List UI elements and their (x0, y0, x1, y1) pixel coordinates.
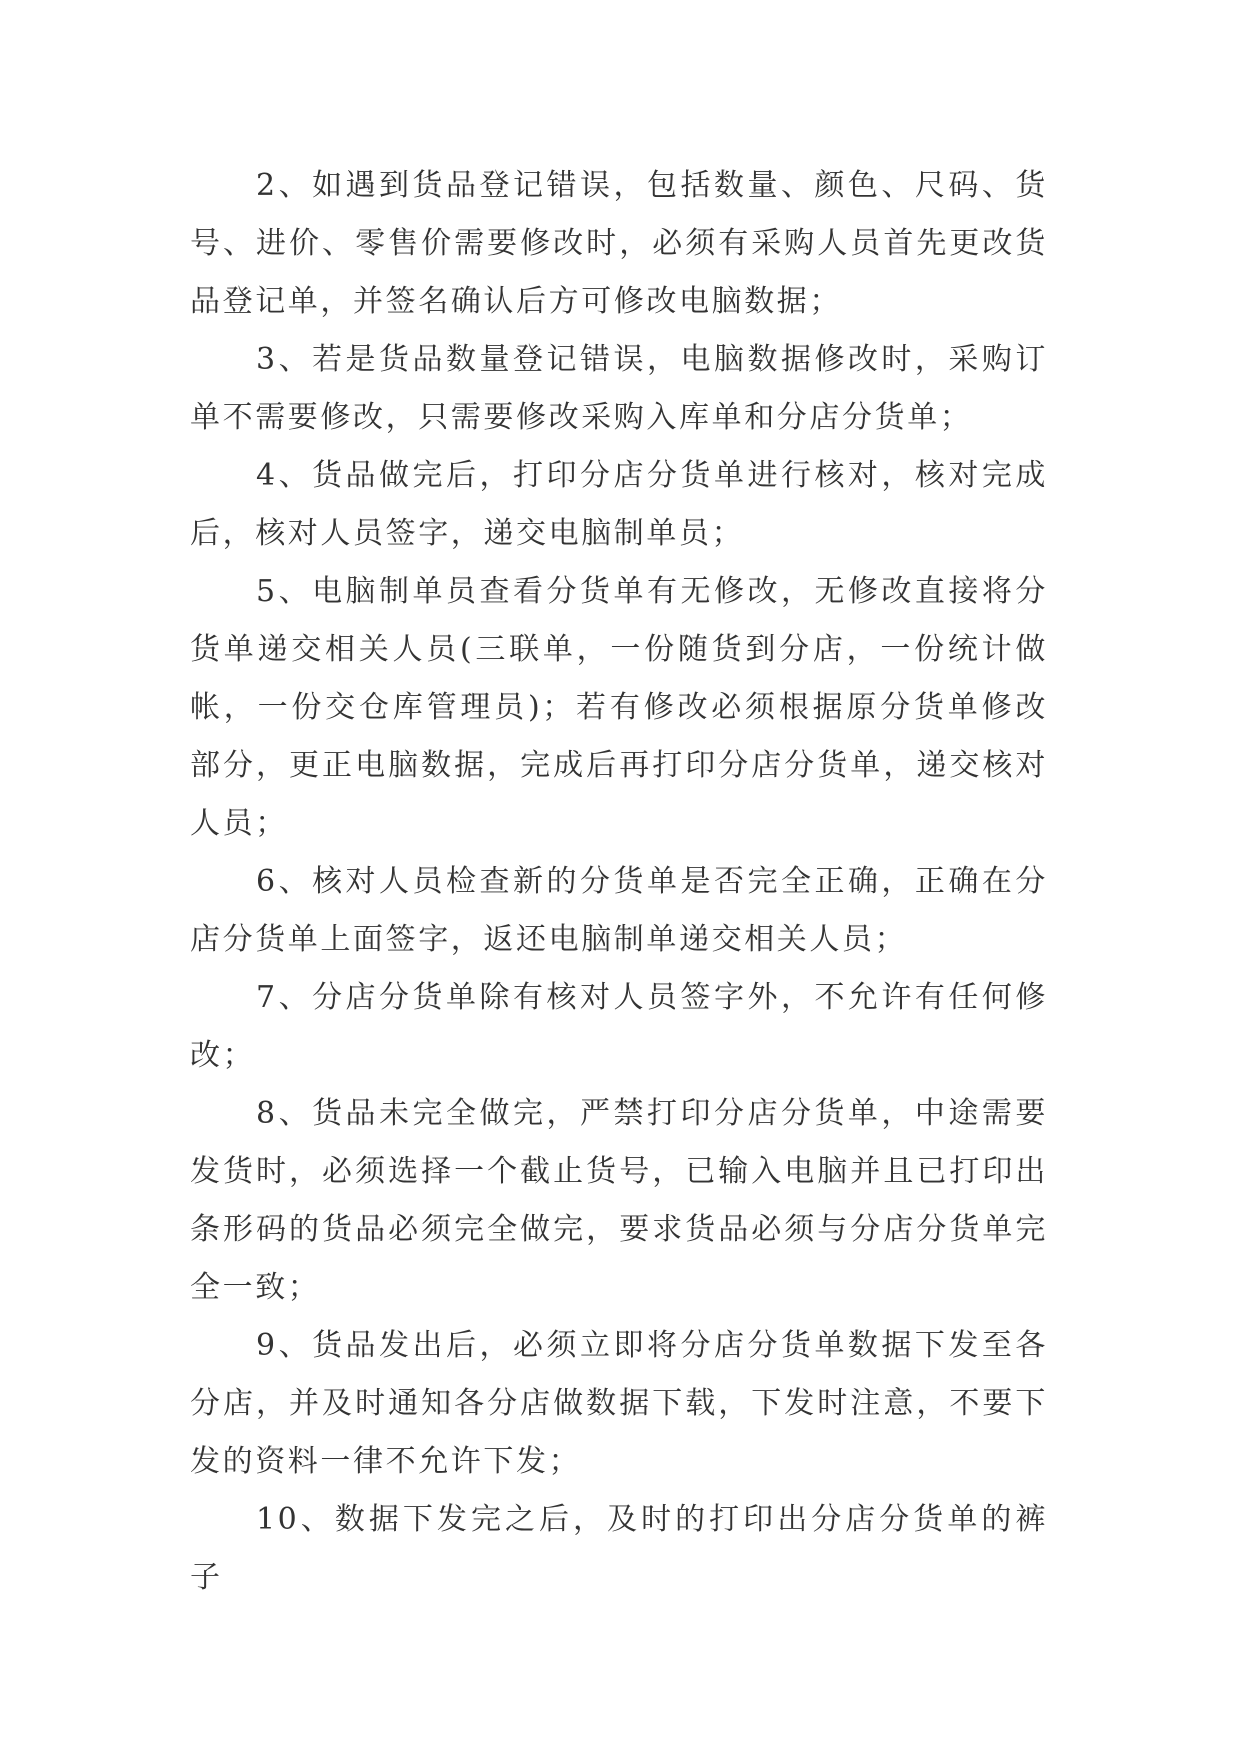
paragraph-item-7: 7、分店分货单除有核对人员签字外，不允许有任何修改； (190, 980, 1048, 1073)
paragraph-item-4: 4、货品做完后，打印分店分货单进行核对，核对完成后，核对人员签字，递交电脑制单员； (190, 458, 1048, 551)
paragraph-item-10: 10、数据下发完之后，及时的打印出分店分货单的裤子 (190, 1502, 1048, 1595)
paragraph-item-3: 3、若是货品数量登记错误，电脑数据修改时，采购订单不需要修改，只需要修改采购入库单和分店分货单； (190, 342, 1048, 435)
paragraph-item-2: 2、如遇到货品登记错误，包括数量、颜色、尺码、货号、进价、零售价需要修改时，必须有采购人员首先更改货品登记单，并签名确认后方可修改电脑数据； (190, 168, 1048, 319)
document-body (190, 157, 1048, 1607)
paragraph-item-8: 8、货品未完全做完，严禁打印分店分货单，中途需要发货时，必须选择一个截止货号，已输入电脑并且已打印出条形码的货品必须完全做完，要求货品必须与分店分货单完全一致； (190, 1096, 1048, 1305)
paragraph-item-5: 5、电脑制单员查看分货单有无修改，无修改直接将分货单递交相关人员(三联单，一份随货到分店，一份统计做帐，一份交仓库管理员)；若有修改必须根据原分货单修改部分，更正电脑数据，完成后再打印分店分货单，递交核对人员； (190, 574, 1048, 841)
paragraph-item-6: 6、核对人员检查新的分货单是否完全正确，正确在分店分货单上面签字，返还电脑制单递交相关人员； (190, 864, 1048, 957)
paragraph-item-9: 9、货品发出后，必须立即将分店分货单数据下发至各分店，并及时通知各分店做数据下载，下发时注意，不要下发的资料一律不允许下发； (190, 1328, 1048, 1479)
